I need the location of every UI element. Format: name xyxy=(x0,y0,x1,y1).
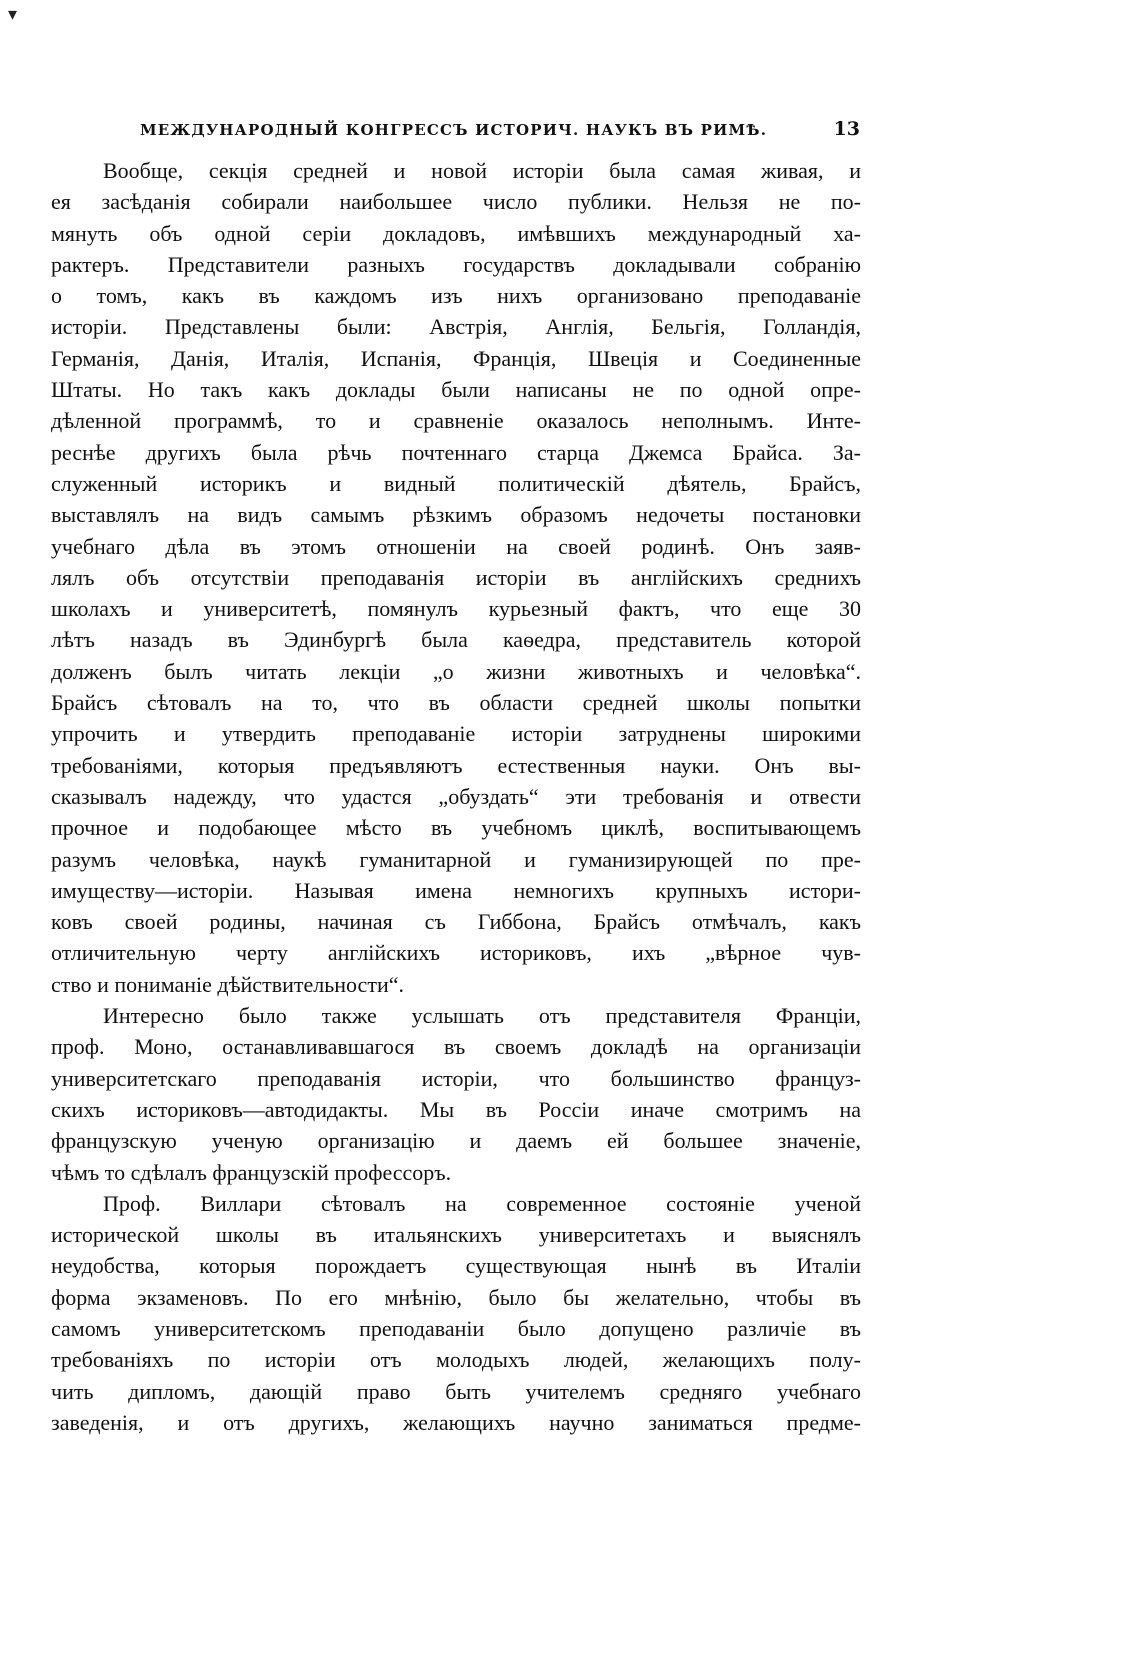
text-line: французскую ученую организацію и даемъ ей большее значеніе, xyxy=(51,1128,861,1154)
text-line: форма экзаменовъ. По его мнѣнію, было бы желательно, чтобы въ xyxy=(51,1284,861,1310)
text-line: лялъ объ отсутствіи преподаванія исторіи въ англійскихъ среднихъ xyxy=(51,564,861,590)
text-line: Вообще, секція средней и новой исторіи была самая живая, и xyxy=(103,158,861,183)
running-head xyxy=(140,118,860,140)
text-line: чить дипломъ, дающій право быть учителемъ средняго учебнаго xyxy=(51,1378,861,1404)
text-line: сказывалъ надежду, что удастся „обуздать“ эти требованія и отвести xyxy=(51,783,861,809)
corner-mark: ▾ xyxy=(8,4,18,25)
page-number: 13 xyxy=(833,118,860,140)
text-line: учебнаго дѣла въ этомъ отношеніи на своей родинѣ. Онъ заяв- xyxy=(51,533,861,559)
text-line: чѣмъ то сдѣлалъ французскій профессоръ. xyxy=(51,1159,452,1185)
text-line: отличительную черту англійскихъ историковъ, ихъ „вѣрное чув- xyxy=(51,940,861,966)
text-line: Штаты. Но такъ какъ доклады были написаны не по одной опре- xyxy=(51,377,861,403)
text-line: проф. Моно, останавливавшагося въ своемъ докладѣ на организаціи xyxy=(51,1034,861,1060)
paragraph-2 xyxy=(51,1000,861,1188)
text-line: мянуть объ одной серіи докладовъ, имѣвшихъ международный ха- xyxy=(51,220,861,246)
text-line: самомъ университетскомъ преподаваніи было допущено различіе въ xyxy=(51,1315,861,1341)
running-title: МЕЖДУНАРОДНЫЙ КОНГРЕССЪ ИСТОРИЧ. НАУКЪ ВЪ РИМѢ. xyxy=(140,121,768,139)
text-line: о томъ, какъ въ каждомъ изъ нихъ организовано преподаваніе xyxy=(51,283,861,309)
text-line: требованіяхъ по исторіи отъ молодыхъ людей, желающихъ полу- xyxy=(51,1347,861,1373)
text-line: неудобства, которыя порождаетъ существующая нынѣ въ Италіи xyxy=(51,1253,861,1279)
text-line: школахъ и университетѣ, помянулъ курьезный фактъ, что еще 30 xyxy=(51,596,861,622)
text-line: долженъ былъ читать лекціи „о жизни животныхъ и человѣка“. xyxy=(51,658,861,684)
text-line: выставлялъ на видъ самымъ рѣзкимъ образомъ недочеты постановки xyxy=(51,502,861,528)
text-line: исторической школы въ итальянскихъ университетахъ и выяснялъ xyxy=(51,1222,861,1248)
text-line: ея засѣданія собирали наибольшее число публики. Нельзя не по- xyxy=(51,189,861,215)
paragraph-3 xyxy=(51,1188,861,1438)
text-line: требованіями, которыя предъявляютъ естественныя науки. Онъ вы- xyxy=(51,752,861,778)
text-line: имуществу—исторіи. Называя имена немногихъ крупныхъ истори- xyxy=(51,877,861,903)
text-line: ство и пониманіе дѣйствительности“. xyxy=(51,971,404,997)
body-text xyxy=(51,155,861,1438)
text-line: ковъ своей родины, начиная съ Гиббона, Брайсъ отмѣчалъ, какъ xyxy=(51,909,861,935)
text-line: Брайсъ сѣтовалъ на то, что въ области средней школы попытки xyxy=(51,690,861,716)
text-line: прочное и подобающее мѣсто въ учебномъ циклѣ, воспитывающемъ xyxy=(51,815,861,841)
paragraph-1 xyxy=(51,155,861,1000)
text-line: заведенія, и отъ другихъ, желающихъ научно заниматься предме- xyxy=(51,1409,861,1435)
text-line: рактеръ. Представители разныхъ государствъ докладывали собранію xyxy=(51,251,861,277)
text-line: дѣленной программѣ, то и сравненіе оказалось неполнымъ. Инте- xyxy=(51,408,861,434)
text-line: служенный историкъ и видный политическій дѣятель, Брайсъ, xyxy=(51,470,861,496)
text-line: скихъ историковъ—автодидакты. Мы въ Россіи иначе смотримъ на xyxy=(51,1096,861,1122)
text-line: Проф. Виллари сѣтовалъ на современное состояніе ученой xyxy=(103,1190,861,1216)
text-line: разумъ человѣка, наукѣ гуманитарной и гуманизирующей по пре- xyxy=(51,846,861,872)
text-line: упрочить и утвердить преподаваніе исторіи затруднены широкими xyxy=(51,721,861,747)
text-line: Интересно было также услышать отъ представителя Франціи, xyxy=(103,1003,861,1029)
text-line: реснѣе другихъ была рѣчь почтеннаго старца Джемса Брайса. За- xyxy=(51,439,861,465)
text-line: Германія, Данія, Италія, Испанія, Франція, Швеція и Соединенные xyxy=(51,345,861,371)
text-line: лѣтъ назадъ въ Эдинбургѣ была каѳедра, представитель которой xyxy=(51,627,861,653)
text-line: университетскаго преподаванія исторіи, что большинство француз- xyxy=(51,1065,861,1091)
text-line: исторіи. Представлены были: Австрія, Англія, Бельгія, Голландія, xyxy=(51,314,861,340)
